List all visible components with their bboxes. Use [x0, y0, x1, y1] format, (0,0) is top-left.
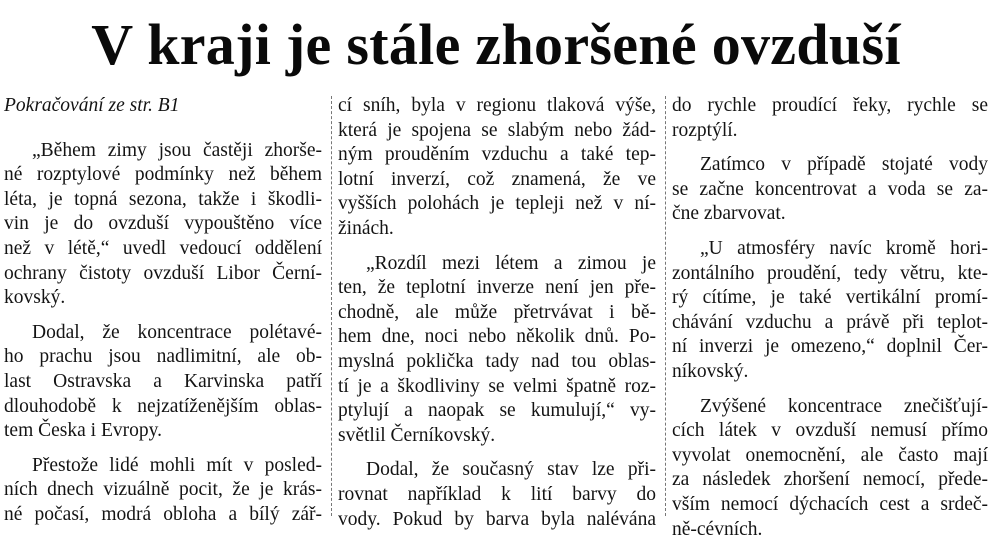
text-line: Dodal, že současný stav lze při-: [338, 458, 656, 483]
text-line: za následek zhoršení nemocí, přede-: [672, 468, 988, 493]
text-line: světlil Černíkovský.: [338, 424, 656, 449]
article-column-3: [672, 94, 988, 542]
paragraph: [338, 458, 656, 532]
text-line: tem Česka i Evropy.: [4, 419, 322, 444]
continuation-note: Pokračování ze str. B1: [4, 94, 322, 119]
text-line: rý cítíme, je také vertikální promí-: [672, 286, 988, 311]
text-line: která je spojena se slabým nebo žád-: [338, 119, 656, 144]
text-line: vyvolat onemocnění, ale často mají: [672, 444, 988, 469]
paragraph: [672, 94, 988, 143]
text-line: léta, je topná sezona, takže i škodli-: [4, 188, 322, 213]
paragraph: [672, 153, 988, 227]
paragraph: [4, 321, 322, 444]
paragraph: [4, 139, 322, 311]
text-line: ptylují a naopak se kumulují,“ vy-: [338, 399, 656, 424]
paragraph: [672, 395, 988, 542]
spacer: [4, 311, 322, 321]
text-line: vin je do ovzduší vypouštěno více: [4, 212, 322, 237]
article-column-2: [338, 94, 656, 532]
column-divider: [331, 96, 333, 516]
spacer: [4, 444, 322, 454]
text-line: Zvýšené koncentrace znečišťují-: [672, 395, 988, 420]
text-line: ní inverzi je omezeno,“ doplnil Čer-: [672, 335, 988, 360]
text-line: žinách.: [338, 217, 656, 242]
spacer: [672, 227, 988, 237]
text-line: zontálního proudění, tedy větru, kte-: [672, 262, 988, 287]
spacer: [338, 242, 656, 252]
text-line: než v létě,“ uvedl vedoucí oddělení: [4, 237, 322, 262]
text-line: ným prouděním vzduchu a také tep-: [338, 143, 656, 168]
column-divider: [665, 96, 667, 516]
text-line: lotní inverzí, což znamená, že ve: [338, 168, 656, 193]
spacer: [672, 143, 988, 153]
text-line: Přestože lidé mohli mít v posled-: [4, 454, 322, 479]
article-column-1: [4, 94, 322, 528]
text-line: dlouhodobě k nejzatíženějším oblas-: [4, 395, 322, 420]
text-line: né rozptylové podmínky než během: [4, 163, 322, 188]
text-line: ten, že teplotní inverze není jen pře-: [338, 276, 656, 301]
text-line: „Rozdíl mezi létem a zimou je: [338, 252, 656, 277]
text-line: Zatímco v případě stojaté vody: [672, 153, 988, 178]
text-line: ně-cévních.: [672, 518, 988, 542]
spacer: [338, 448, 656, 458]
text-line: vším nemocí dýchacích cest a srdeč-: [672, 493, 988, 518]
paragraph: [338, 252, 656, 449]
text-line: do rychle proudící řeky, rychle se: [672, 94, 988, 119]
text-line: tí je a škodliviny se velmi špatně roz-: [338, 375, 656, 400]
text-line: ho prachu jsou nadlimitní, ale ob-: [4, 345, 322, 370]
text-line: last Ostravska a Karvinska patří: [4, 370, 322, 395]
text-line: čne zbarvovat.: [672, 202, 988, 227]
text-line: vody. Pokud by barva byla nalévána: [338, 508, 656, 533]
text-line: ních dnech vizuálně pocit, že je krás-: [4, 478, 322, 503]
text-line: myslná poklička tady nad tou oblas-: [338, 350, 656, 375]
text-line: chodně, ale může přetrvávat i bě-: [338, 301, 656, 326]
text-line: ochrany čistoty ovzduší Libor Černí-: [4, 262, 322, 287]
text-line: „U atmosféry navíc kromě hori-: [672, 237, 988, 262]
text-line: níkovský.: [672, 360, 988, 385]
text-line: rozptýlí.: [672, 119, 988, 144]
paragraph: [4, 454, 322, 528]
text-line: „Během zimy jsou častěji zhorše-: [4, 139, 322, 164]
text-line: Dodal, že koncentrace polétavé-: [4, 321, 322, 346]
spacer: [4, 119, 322, 139]
text-line: se začne koncentrovat a voda se za-: [672, 178, 988, 203]
headline: V kraji je stále zhoršené ovzduší: [0, 10, 992, 80]
text-line: cí sníh, byla v regionu tlaková výše,: [338, 94, 656, 119]
text-line: kovský.: [4, 286, 322, 311]
text-line: rovnat například k lití barvy do: [338, 483, 656, 508]
spacer: [672, 385, 988, 395]
text-line: chávání vzduchu a právě při teplot-: [672, 311, 988, 336]
text-line: vyšších polohách je tepleji než v ní-: [338, 192, 656, 217]
text-line: hem dne, noci nebo několik dnů. Po-: [338, 325, 656, 350]
paragraph: [338, 94, 656, 242]
text-line: né počasí, modrá obloha a bílý zář-: [4, 503, 322, 528]
text-line: cích látek v ovzduší nemusí přímo: [672, 419, 988, 444]
paragraph: [672, 237, 988, 385]
